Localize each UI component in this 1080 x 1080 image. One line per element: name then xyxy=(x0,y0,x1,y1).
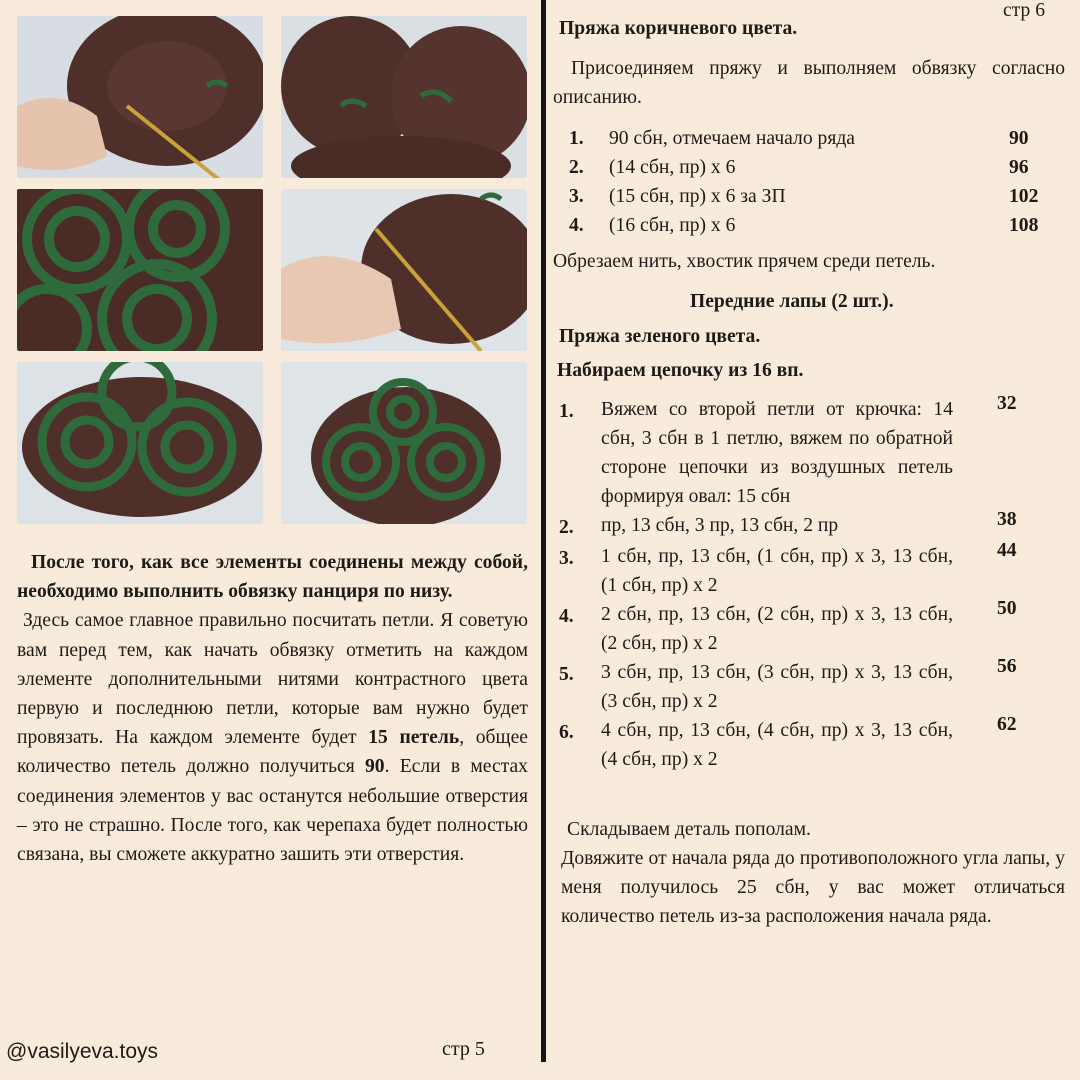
round-number: 2. xyxy=(569,157,584,178)
fold-paragraph: Складываем деталь пополам. xyxy=(567,819,811,840)
left-body-paragraph xyxy=(17,606,528,869)
round-count: 108 xyxy=(1009,215,1039,236)
left-body-bold-total: 90 xyxy=(364,756,385,778)
list-item xyxy=(559,542,1039,600)
round-number: 1. xyxy=(569,128,584,149)
round-description: 4 сбн, пр, 13 сбн, (4 сбн, пр) х 3, 13 сбн, (4 сбн, пр) х 2 xyxy=(601,720,953,770)
shell-rounds-list xyxy=(569,124,1049,240)
heading-green-yarn: Пряжа зеленого цвета. xyxy=(559,326,761,347)
round-number: 4. xyxy=(569,215,584,236)
heading-front-paws: Передние лапы (2 шт.). xyxy=(690,291,894,312)
round-count: 56 xyxy=(997,656,1017,677)
photo-shell-dome-6 xyxy=(281,362,527,524)
round-description: 1 сбн, пр, 13 сбн, (1 сбн, пр) х 3, 13 сбн, (1 сбн, пр) х 2 xyxy=(601,546,953,596)
round-number: 5. xyxy=(559,664,574,685)
round-number: 6. xyxy=(559,722,574,743)
left-body-part-1: Здесь самое главное правильно посчитать петли. Я советую вам перед тем, как начать обвязку отметить на каждом элементе дополнительными нитями контрастного цвета первую и последнюю петли, которые вам нужно будет провязать. На каждом элементе будет xyxy=(17,610,528,749)
list-item xyxy=(559,658,1039,716)
round-number: 1. xyxy=(559,401,574,422)
round-count: 90 xyxy=(1009,128,1029,149)
round-count: 96 xyxy=(1009,157,1029,178)
left-body-bold-loops: 15 петель xyxy=(368,727,460,749)
round-number: 4. xyxy=(559,606,574,627)
round-description: (14 сбн, пр) х 6 xyxy=(609,157,736,178)
round-number: 3. xyxy=(559,548,574,569)
photo-crochet-hands-1 xyxy=(17,16,263,178)
round-description: (16 сбн, пр) х 6 xyxy=(609,215,736,236)
page-number-left: стр 5 xyxy=(442,1038,485,1060)
round-description: пр, 13 сбн, 3 пр, 13 сбн, 2 пр xyxy=(601,515,839,536)
round-number: 2. xyxy=(559,517,574,538)
photo-crochet-hands-4 xyxy=(281,189,527,351)
finish-paragraph: Обрезаем нить, хвостик прячем среди петель. xyxy=(553,251,936,272)
heading-brown-yarn: Пряжа коричневого цвета. xyxy=(559,18,798,39)
left-page-text xyxy=(17,548,528,869)
photo-crochet-hands-1-illustration xyxy=(17,16,263,178)
photo-crochet-pieces-2-illustration xyxy=(281,16,527,178)
round-description: 3 сбн, пр, 13 сбн, (3 сбн, пр) х 3, 13 сбн, (3 сбн, пр) х 2 xyxy=(601,662,953,712)
photo-shell-dome-6-illustration xyxy=(281,362,527,524)
photo-shell-side-5-illustration xyxy=(17,362,263,524)
photo-spirals-3-illustration xyxy=(17,189,263,351)
round-description: (15 сбн, пр) х 6 за ЗП xyxy=(609,186,786,207)
round-count: 38 xyxy=(997,509,1017,530)
author-handle: @vasilyeva.toys xyxy=(6,1040,159,1063)
round-count: 102 xyxy=(1009,186,1039,207)
round-count: 32 xyxy=(997,393,1017,414)
list-item xyxy=(559,716,1039,774)
round-count: 62 xyxy=(997,714,1017,735)
list-item xyxy=(559,395,1039,511)
round-description: 2 сбн, пр, 13 сбн, (2 сбн, пр) х 3, 13 сбн, (2 сбн, пр) х 2 xyxy=(601,604,953,654)
photo-shell-side-5 xyxy=(17,362,263,524)
list-item xyxy=(569,211,1049,240)
round-description: 90 сбн, отмечаем начало ряда xyxy=(609,128,856,149)
round-description: Вяжем со второй петли от крючка: 14 сбн, 3 сбн в 1 петлю, вяжем по обратной стороне цепочки из воздушных петель формируя овал: 15 сбн xyxy=(601,399,953,507)
intro-paragraph: Присоединяем пряжу и выполняем обвязку согласно описанию. xyxy=(553,58,1065,108)
left-body-part-2: , общее количество петель должно получиться xyxy=(17,727,529,778)
closing-paragraph: Довяжите от начала ряда до противоположного угла лапы, у меня получилось 25 сбн, у вас может отличаться количество петель из-за расположения начала ряда. xyxy=(561,848,1065,927)
heading-chain: Набираем цепочку из 16 вп. xyxy=(557,360,804,381)
photo-crochet-pieces-2 xyxy=(281,16,527,178)
list-item xyxy=(569,182,1049,211)
list-item xyxy=(559,600,1039,658)
round-count: 44 xyxy=(997,540,1017,561)
round-number: 3. xyxy=(569,186,584,207)
page-divider xyxy=(541,0,546,1062)
list-item xyxy=(569,124,1049,153)
left-body-part-3: . Если в местах соединения элементов у вас останутся небольшие отверстия – это не страшно. После того, как черепаха будет полностью связана, вы сможете аккуратно зашить эти отверстия. xyxy=(17,756,528,866)
list-item xyxy=(569,153,1049,182)
round-count: 50 xyxy=(997,598,1017,619)
page-number-right: стр 6 xyxy=(1003,0,1045,21)
photo-crochet-hands-4-illustration xyxy=(281,189,527,351)
left-lead-paragraph: После того, как все элементы соединены между собой, необходимо выполнить обвязку панциря по низу. xyxy=(17,552,528,603)
photo-spirals-3 xyxy=(17,189,263,351)
paw-rounds-list xyxy=(559,395,1039,774)
